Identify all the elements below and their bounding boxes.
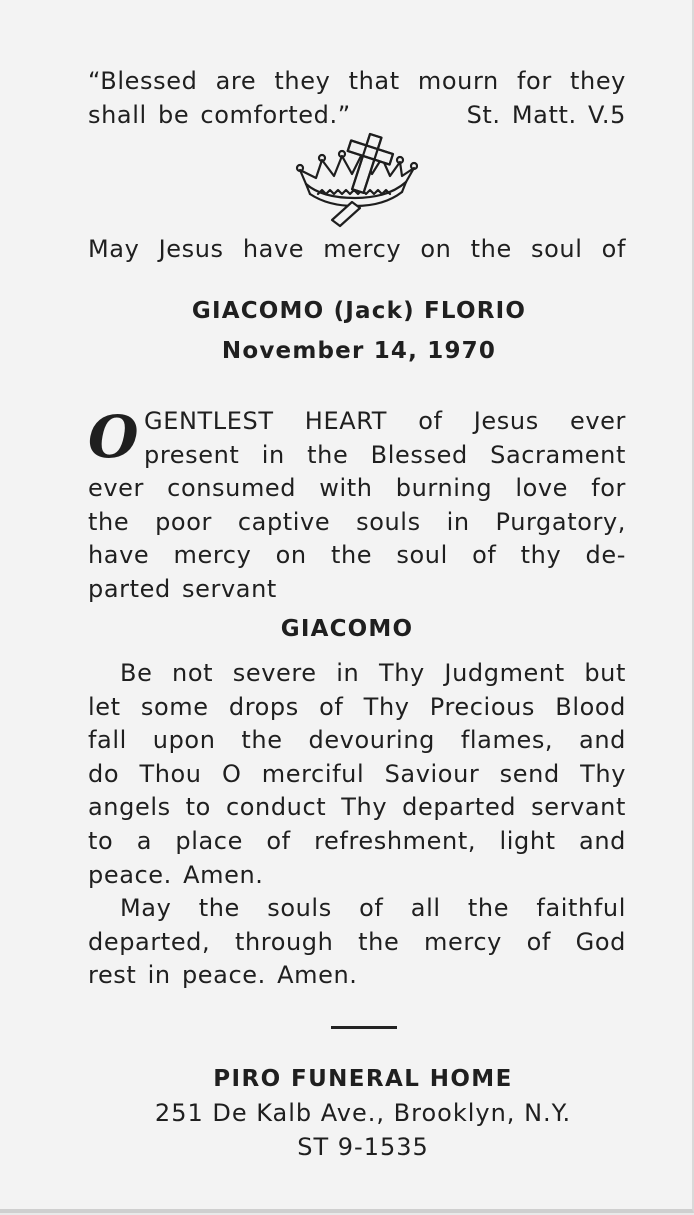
prayer-line: ever consumed with burning love for: [88, 474, 626, 503]
scripture-quote: [88, 64, 626, 132]
prayer-line: GENTLEST HEART of Jesus ever: [144, 407, 626, 435]
mercy-line: May Jesus have mercy on the soul of: [88, 235, 626, 263]
prayer-paragraph-2: [88, 657, 626, 993]
deceased-name: GIACOMO (Jack) FLORIO: [191, 298, 527, 324]
date-of-death: November 14, 1970: [221, 338, 497, 364]
first-name-heading: GIACOMO: [280, 616, 414, 642]
prayer2-line: to a place of refreshment, light and: [88, 826, 626, 855]
prayer2-line: angels to conduct Thy departed servant: [88, 793, 626, 822]
prayer2-line: Be not severe in Thy Judgment but: [120, 659, 626, 687]
prayer2-line: May the souls of all the faithful: [120, 894, 626, 923]
quote-line-2: [88, 98, 626, 132]
quote-text-end: shall be comforted.”: [88, 101, 351, 129]
drop-cap-letter: O: [88, 403, 139, 471]
divider: [331, 1026, 397, 1029]
prayer-line: present in the Blessed Sacrament: [144, 440, 626, 469]
prayer-line: parted servant: [88, 574, 277, 603]
prayer-line: have mercy on the soul of thy de-: [88, 541, 626, 570]
quote-citation: St. Matt. V.5: [466, 101, 626, 129]
prayer2-line: rest in peace. Amen.: [88, 961, 358, 990]
prayer2-line: departed, through the mercy of God: [88, 927, 626, 956]
prayer2-line: let some drops of Thy Precious Blood: [88, 692, 626, 721]
crown-and-cross-icon: [292, 132, 418, 228]
prayer-line: the poor captive souls in Purgatory,: [88, 507, 626, 536]
funeral-home-phone: ST 9-1535: [297, 1133, 429, 1161]
funeral-home-name: PIRO FUNERAL HOME: [213, 1066, 513, 1092]
prayer2-line: peace. Amen.: [88, 860, 264, 889]
funeral-home-address: 251 De Kalb Ave., Brooklyn, N.Y.: [154, 1099, 572, 1127]
prayer-paragraph: [88, 405, 626, 607]
prayer2-line: fall upon the devouring flames, and: [88, 726, 626, 755]
quote-line-1: “Blessed are they that mourn for they: [88, 67, 626, 95]
prayer2-line: do Thou O merciful Saviour send Thy: [88, 759, 626, 788]
